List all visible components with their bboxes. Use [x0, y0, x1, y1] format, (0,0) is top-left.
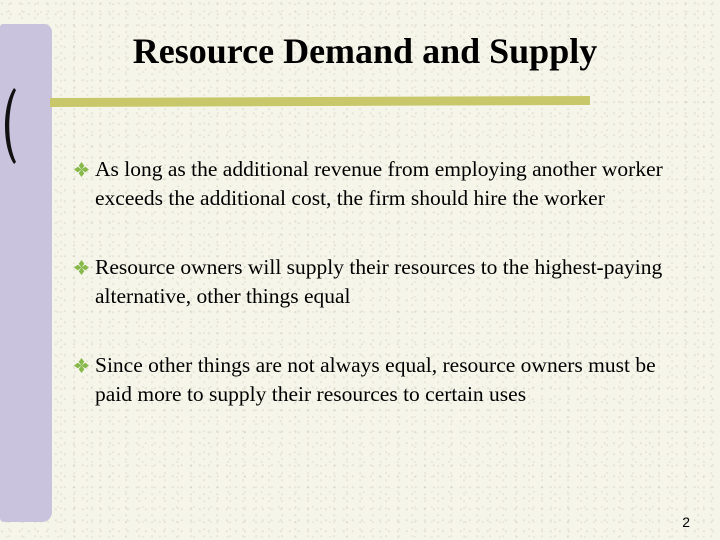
slide-number: 2	[682, 514, 690, 530]
bullet-text: Resource owners will supply their resources to the highest-paying alternative, other things equal	[95, 255, 663, 308]
four-diamond-bullet-icon	[74, 260, 89, 275]
bullet-item	[74, 253, 674, 311]
bullet-item	[74, 155, 674, 213]
four-diamond-bullet-icon	[74, 358, 89, 373]
bullet-item	[74, 351, 674, 409]
bullet-text: As long as the additional revenue from employing another worker exceeds the additional cost, the firm should hire the worker	[95, 157, 663, 210]
slide-title: Resource Demand and Supply	[132, 31, 598, 71]
title-underline	[50, 96, 590, 107]
bullet-list	[74, 155, 674, 409]
four-diamond-bullet-icon	[74, 162, 89, 177]
bracket-decoration	[0, 86, 22, 166]
bullet-text: Since other things are not always equal, resource owners must be paid more to supply their resources to certain uses	[95, 353, 656, 406]
